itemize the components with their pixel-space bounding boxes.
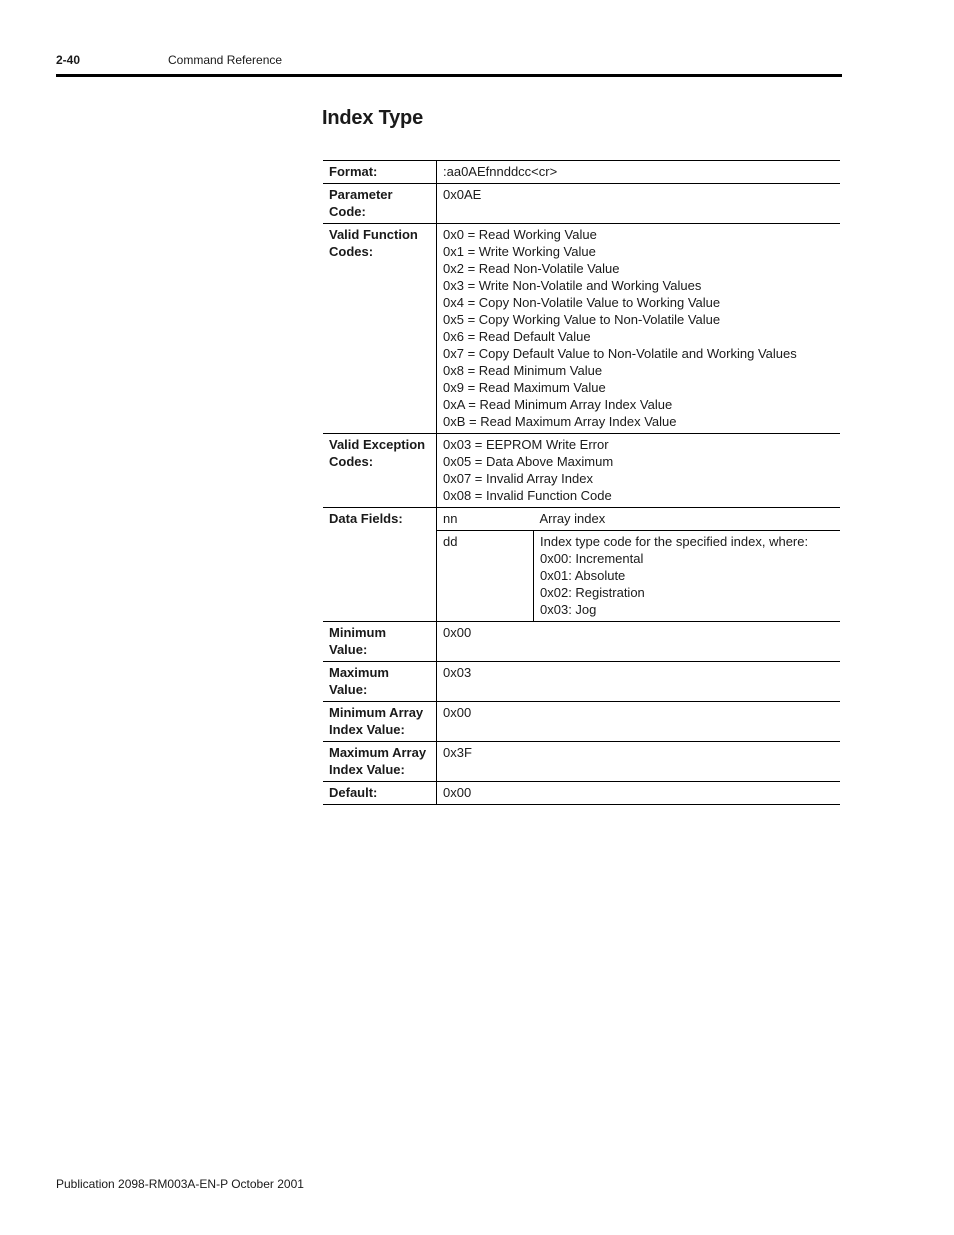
valid-function-codes-row: [323, 224, 840, 434]
maximum-array-index-label: [323, 742, 437, 782]
page-number: 2-40: [56, 53, 81, 67]
label-line: Code:: [329, 204, 366, 219]
maximum-array-index-value: 0x3F: [437, 742, 841, 782]
label-line: Index Value:: [329, 722, 405, 737]
valid-function-codes-list: [437, 224, 841, 434]
label-line: Codes:: [329, 244, 374, 259]
label-line: Valid Exception: [329, 437, 426, 452]
minimum-value: 0x00: [437, 622, 841, 662]
function-code-item: 0x5 = Copy Working Value to Non-Volatile Value: [443, 312, 721, 327]
label-line: Valid Function: [329, 227, 418, 242]
maximum-value-row: [323, 662, 840, 702]
label-line: Codes:: [329, 454, 374, 469]
description-line: Index type code for the specified index, where:: [540, 534, 809, 549]
label-line: Maximum Array: [329, 745, 427, 760]
data-fields-label: Data Fields:: [323, 508, 437, 622]
maximum-array-index-row: [323, 742, 840, 782]
header-rule: [56, 74, 842, 77]
description-line: 0x01: Absolute: [540, 568, 626, 583]
label-line: Minimum Array: [329, 705, 424, 720]
format-label: Format:: [323, 161, 437, 184]
description-line: 0x03: Jog: [540, 602, 597, 617]
function-code-item: 0x9 = Read Maximum Value: [443, 380, 606, 395]
description-line: 0x00: Incremental: [540, 551, 644, 566]
function-code-item: 0x2 = Read Non-Volatile Value: [443, 261, 620, 276]
exception-code-item: 0x07 = Invalid Array Index: [443, 471, 593, 486]
valid-exception-codes-label: [323, 434, 437, 508]
parameter-code-row: [323, 184, 840, 224]
valid-function-codes-label: [323, 224, 437, 434]
data-field-description: [534, 531, 841, 622]
data-field-description: [534, 508, 841, 531]
description-line: 0x02: Registration: [540, 585, 645, 600]
function-code-item: 0x1 = Write Working Value: [443, 244, 596, 259]
label-line: Value:: [329, 682, 368, 697]
format-row: [323, 161, 840, 184]
publication-footer: Publication 2098-RM003A-EN-P October 2001: [56, 1177, 304, 1191]
description-line: Array index: [539, 511, 606, 526]
default-row: [323, 782, 840, 805]
parameter-code-value: 0x0AE: [437, 184, 841, 224]
function-code-item: 0x4 = Copy Non-Volatile Value to Working Value: [443, 295, 721, 310]
data-field-name: nn: [437, 508, 534, 531]
label-line: Index Value:: [329, 762, 405, 777]
label-line: Parameter: [329, 187, 393, 202]
label-line: Value:: [329, 642, 368, 657]
minimum-value-row: [323, 622, 840, 662]
running-header-title: Command Reference: [168, 53, 283, 67]
minimum-array-index-row: [323, 702, 840, 742]
minimum-array-index-label: [323, 702, 437, 742]
label-line: Minimum: [329, 625, 387, 640]
exception-code-item: 0x03 = EEPROM Write Error: [443, 437, 609, 452]
minimum-array-index-value: 0x00: [437, 702, 841, 742]
maximum-value: 0x03: [437, 662, 841, 702]
valid-exception-codes-row: [323, 434, 840, 508]
exception-code-item: 0x05 = Data Above Maximum: [443, 454, 614, 469]
maximum-value-label: [323, 662, 437, 702]
function-code-item: 0x0 = Read Working Value: [443, 227, 597, 242]
valid-exception-codes-list: [437, 434, 841, 508]
default-label: Default:: [323, 782, 437, 805]
exception-code-item: 0x08 = Invalid Function Code: [443, 488, 612, 503]
label-line: Maximum: [329, 665, 389, 680]
function-code-item: 0xA = Read Minimum Array Index Value: [443, 397, 673, 412]
default-value: 0x00: [437, 782, 841, 805]
function-code-item: 0x3 = Write Non-Volatile and Working Values: [443, 278, 702, 293]
data-fields-row-nn: [323, 508, 840, 531]
minimum-value-label: [323, 622, 437, 662]
function-code-item: 0x6 = Read Default Value: [443, 329, 591, 344]
function-code-item: 0x7 = Copy Default Value to Non-Volatile and Working Values: [443, 346, 797, 361]
format-value: :aa0AEfnnddcc<cr>: [437, 161, 841, 184]
command-spec-table: [323, 160, 840, 805]
function-code-item: 0x8 = Read Minimum Value: [443, 363, 603, 378]
data-field-name: dd: [437, 531, 534, 622]
function-code-item: 0xB = Read Maximum Array Index Value: [443, 414, 677, 429]
section-title: Index Type: [322, 107, 423, 129]
parameter-code-label: [323, 184, 437, 224]
